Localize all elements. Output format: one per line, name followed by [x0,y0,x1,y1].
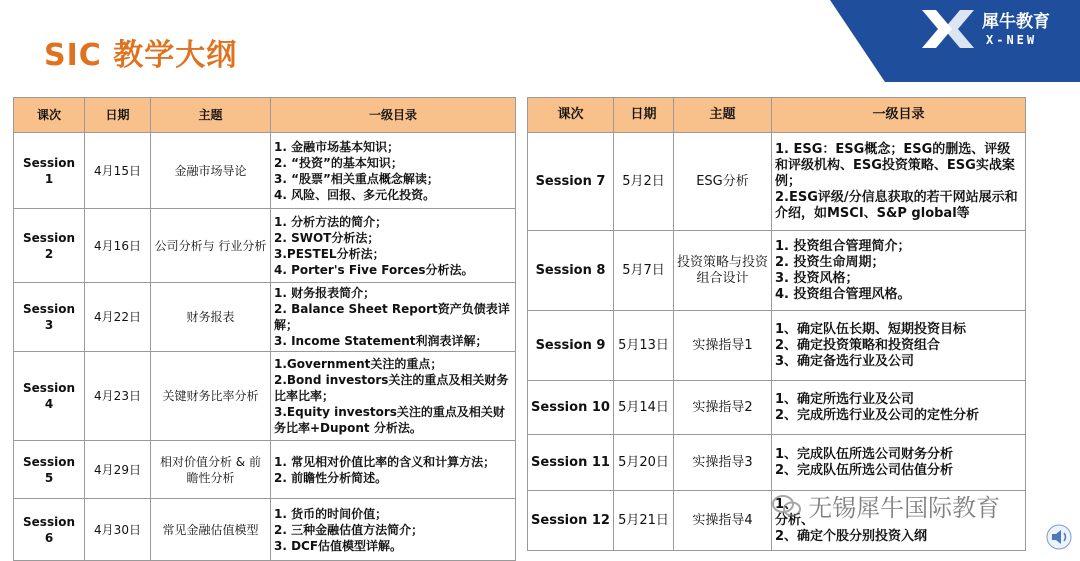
date-cell: 5月20日 [614,435,674,491]
date-cell: 4月16日 [85,209,151,283]
outline-line: 1. 投资组合管理简介； [775,238,911,254]
session-cell: Session 12 [528,491,614,551]
date-cell: 4月22日 [85,283,151,352]
outline-line: 1. 分析方法的简介； [274,214,388,229]
header-date: 日期 [614,98,674,133]
watermark-label: 无锡犀牛国际教育 [808,494,1001,522]
session-cell: Session 11 [528,435,614,491]
outline-line: 3. Income Statement利润表详解； [274,334,488,348]
syllabus-table-left [13,97,516,561]
date-cell: 4月23日 [85,352,151,441]
outline-line: 1. 财务报表简介； [274,286,376,300]
outline-cell [772,381,1026,435]
header-topic: 主题 [151,98,271,133]
topic-cell: 实操指导4 [674,491,772,551]
outline-line: 2. “投资”的基本知识； [274,155,403,170]
x-logo-icon [918,6,978,52]
date-cell: 4月30日 [85,499,151,561]
outline-cell [271,352,516,441]
topic-line: 组合设计 [696,270,749,286]
header-date: 日期 [85,98,151,133]
outline-line: 3、确定备选行业及公司 [775,353,915,369]
header-session: 课次 [14,98,85,133]
outline-line: 2、完成所选行业及公司的定性分析 [775,407,980,423]
session-cell: Session 6 [14,499,85,561]
outline-line: 2. SWOT分析法； [274,230,380,245]
topic-line: 行业分析 [218,238,267,253]
session-cell: Session 9 [528,311,614,381]
outline-line: 3. DCF估值模型详解。 [274,538,403,553]
topic-cell: 财务报表 [151,283,271,352]
date-cell: 4月15日 [85,133,151,209]
date-cell: 5月14日 [614,381,674,435]
outline-line: 4. Porter's Five Forces分析法。 [274,262,474,277]
session-cell: Session 8 [528,231,614,311]
logo-text-cn: 犀牛教育 [982,12,1050,32]
date-cell: 4月29日 [85,441,151,499]
header-outline: 一级目录 [271,98,516,133]
table-row [14,133,516,209]
table-row [528,311,1026,381]
session-cell: Session 3 [14,283,85,352]
outline-line: 2. Balance Sheet Report资产负债表详解； [274,302,510,332]
topic-cell: 实操指导1 [674,311,772,381]
outline-line: 3.PESTEL分析法； [274,246,385,261]
topic-line: 投资策略与投资 [677,254,769,270]
table-header-row [528,98,1026,133]
outline-line: 1. 金融市场基本知识； [274,139,400,154]
outline-cell [271,441,516,499]
outline-line: 2、完成队伍所选公司估值分析 [775,462,954,478]
table-row [14,441,516,499]
outline-line: 1. 常见相对价值比率的含义和计算方法； [274,454,496,469]
syllabus-table-right [527,97,1026,551]
topic-cell: 金融市场导论 [151,133,271,209]
table-row [528,231,1026,311]
outline-line: 分析、 [775,512,815,528]
outline-line: 4. 风险、回报、多元化投资。 [274,187,436,202]
outline-line: 2. 三种金融估值方法简介； [274,522,424,537]
topic-cell: 常见金融估值模型 [151,499,271,561]
outline-line: 3. 投资风格； [775,270,859,286]
date-cell: 5月7日 [614,231,674,311]
header-topic: 主题 [674,98,772,133]
header-outline: 一级目录 [772,98,1026,133]
outline-cell [772,311,1026,381]
topic-cell [674,231,772,311]
session-cell: Session 4 [14,352,85,441]
outline-cell [772,133,1026,231]
watermark-text [770,488,1000,523]
table-row [14,209,516,283]
topic-cell: 实操指导2 [674,381,772,435]
table-header-row [14,98,516,133]
outline-line: 2.ESG评级/分信息获取的若干网站展示和介绍，如MSCI、S&P global等 [775,189,1018,221]
outline-cell [772,435,1026,491]
table-row [14,499,516,561]
table-row [528,435,1026,491]
table-row [14,352,516,441]
outline-cell [271,499,516,561]
topic-cell: ESG分析 [674,133,772,231]
outline-line: 2.Bond investors关注的重点及相关财务比率比率； [274,373,509,403]
topic-cell: 关键财务比率分析 [151,352,271,441]
outline-line: 1、确定队伍长期、短期投资目标 [775,321,967,337]
outline-line: 2、确定个股分别投资入纲 [775,528,928,544]
page-title: SIC 教学大纲 [44,38,238,73]
outline-line: 1. 货币的时间价值； [274,506,388,521]
outline-line: 1、确定所选行业及公司 [775,391,915,407]
outline-line: 2. 前瞻性分析简述。 [274,470,388,485]
date-cell: 5月2日 [614,133,674,231]
table-row [528,133,1026,231]
outline-cell [271,209,516,283]
outline-line: 3.Equity investors关注的重点及相关财务比率+Dupont 分析法。 [274,405,505,435]
logo-text-en: X-NEW [986,33,1038,47]
topic-line: 相对价值分析 & [159,454,246,469]
session-cell: Session 5 [14,441,85,499]
date-cell: 5月13日 [614,311,674,381]
date-cell: 5月21日 [614,491,674,551]
table-row [14,283,516,352]
topic-cell: 实操指导3 [674,435,772,491]
outline-line: 1、 [775,496,798,512]
outline-cell [772,231,1026,311]
outline-cell [271,283,516,352]
topic-line: 前瞻性分析 [186,454,262,485]
table-row [528,381,1026,435]
outline-line: 1. ESG：ESG概念；ESG的删选、评级和评级机构、ESG投资策略、ESG实战案例； [775,141,1015,189]
outline-line: 2、确定投资策略和投资组合 [775,337,941,353]
outline-line: 3. “股票”相关重点概念解读； [274,171,439,186]
outline-cell [271,133,516,209]
session-cell: Session 10 [528,381,614,435]
session-cell: Session 2 [14,209,85,283]
outline-line: 1.Government关注的重点； [274,357,443,371]
outline-line: 1、完成队伍所选公司财务分析 [775,446,954,462]
topic-cell [151,209,271,283]
topic-line: 公司分析与 [154,238,215,253]
outline-line: 2. 投资生命周期； [775,254,885,270]
session-cell: Session 7 [528,133,614,231]
topic-cell [151,441,271,499]
header-session: 课次 [528,98,614,133]
session-cell: Session 1 [14,133,85,209]
speaker-icon[interactable] [1046,524,1072,550]
outline-line: 4. 投资组合管理风格。 [775,286,911,302]
